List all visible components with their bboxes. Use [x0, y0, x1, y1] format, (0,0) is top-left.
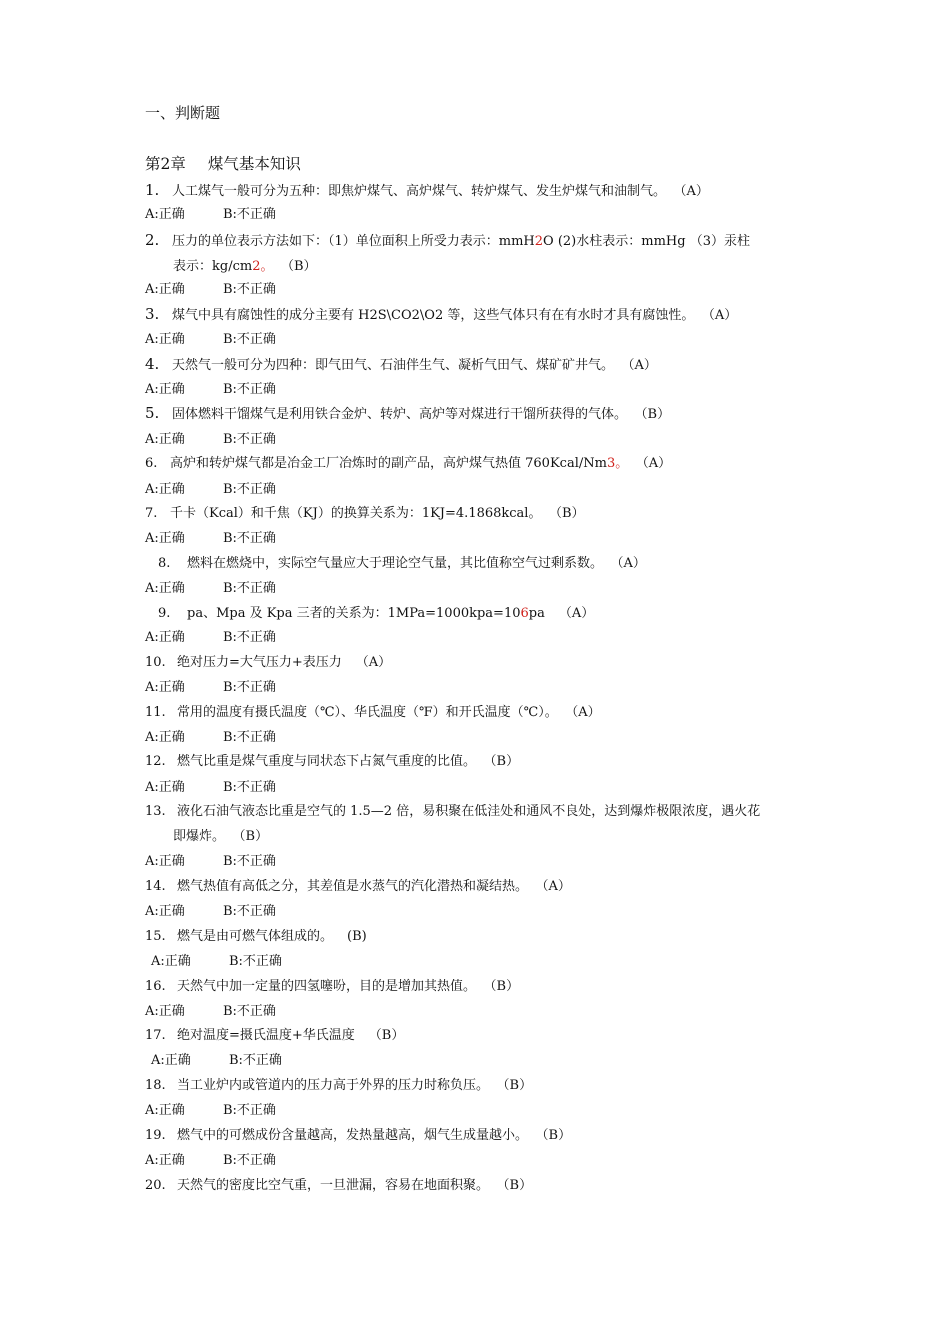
option-a: A:正确 — [145, 332, 185, 347]
question-number: 4. — [145, 355, 160, 373]
question-item — [145, 924, 810, 949]
answer-options — [145, 775, 276, 800]
question-answer: （B） — [368, 1028, 405, 1043]
option-a: A:正确 — [151, 954, 191, 969]
answer-options — [145, 277, 276, 302]
question-text: 常用的温度有摄氏温度（℃）、华氏温度（℉）和开氏温度（℃）。 — [177, 705, 558, 720]
question-item — [145, 501, 810, 526]
option-b: B:不正确 — [223, 1004, 276, 1019]
option-a: A:正确 — [145, 531, 185, 546]
question-text: 燃气是由可燃气体组成的。 — [177, 929, 334, 944]
question-answer: （A） — [542, 879, 571, 894]
question-item — [145, 799, 810, 849]
question-item — [145, 1123, 810, 1148]
option-b: B:不正确 — [223, 904, 276, 919]
question-answer: （B） — [503, 1078, 533, 1093]
question-answer: （A） — [355, 655, 392, 670]
option-a: A:正确 — [145, 1103, 185, 1118]
answer-options — [145, 377, 276, 402]
option-a: A:正确 — [145, 282, 185, 297]
question-item — [158, 601, 823, 626]
question-text: 即爆炸。 — [173, 829, 226, 844]
question-item — [145, 178, 810, 204]
question-item — [145, 1173, 810, 1198]
subscript-red: 2 — [534, 234, 544, 249]
question-item — [145, 228, 810, 279]
question-number: 20. — [145, 1178, 166, 1193]
option-b: B:不正确 — [223, 432, 276, 447]
option-b: B:不正确 — [229, 954, 282, 969]
answer-options — [145, 327, 276, 352]
question-number: 3. — [145, 305, 160, 323]
question-answer: （B） — [641, 407, 671, 422]
question-text: 绝对压力=大气压力+表压力 — [177, 655, 342, 670]
option-b: B:不正确 — [229, 1053, 282, 1068]
question-item — [145, 352, 810, 378]
option-b: B:不正确 — [223, 382, 276, 397]
question-text: O (2)水柱表示：mmHg （3）汞柱 — [543, 234, 750, 249]
question-item — [145, 700, 810, 725]
option-a: A:正确 — [145, 730, 185, 745]
option-a: A:正确 — [145, 1004, 185, 1019]
option-b: B:不正确 — [223, 332, 276, 347]
superscript-red: 2。 — [252, 259, 274, 274]
question-number: 8. — [158, 556, 171, 571]
question-number: 5. — [145, 404, 160, 422]
question-answer: （A） — [642, 456, 672, 471]
question-answer: （A） — [571, 705, 601, 720]
question-answer: （B） — [490, 754, 520, 769]
option-b: B:不正确 — [223, 482, 276, 497]
option-b: B:不正确 — [223, 630, 276, 645]
question-item — [145, 1073, 810, 1098]
question-number: 15. — [145, 929, 166, 944]
question-text: pa、Mpa 及 Kpa 三者的关系为：1MPa=1000kpa=10 — [187, 606, 521, 621]
question-number: 18. — [145, 1078, 166, 1093]
question-answer: （A） — [558, 606, 595, 621]
option-b: B:不正确 — [223, 730, 276, 745]
question-text: 高炉和转炉煤气都是冶金工厂冶炼时的副产品，高炉煤气热值 760Kcal/Nm — [170, 456, 607, 471]
question-item — [145, 451, 810, 476]
question-number: 1. — [145, 181, 160, 199]
option-b: B:不正确 — [223, 680, 276, 695]
question-text: 天然气的密度比空气重，一旦泄漏，容易在地面积聚。 — [177, 1178, 490, 1193]
section-title: 一、判断题 — [145, 104, 221, 122]
answer-options — [145, 849, 276, 874]
question-text: 燃气热值有高低之分，其差值是水蒸气的汽化潜热和凝结热。 — [177, 879, 529, 894]
question-answer: (B) — [347, 929, 367, 944]
question-item — [145, 874, 810, 899]
answer-options — [145, 675, 276, 700]
question-item — [145, 302, 810, 328]
chapter-name: 煤气基本知识 — [207, 155, 301, 173]
answer-options — [145, 477, 276, 502]
question-answer: （B） — [542, 1128, 572, 1143]
option-a: A:正确 — [145, 432, 185, 447]
option-a: A:正确 — [145, 680, 185, 695]
option-a: A:正确 — [145, 581, 185, 596]
option-a: A:正确 — [145, 382, 185, 397]
question-text: 千卡（Kcal）和千焦（KJ）的换算关系为：1KJ=4.1868kcal。 — [170, 506, 542, 521]
question-text: 燃气中的可燃成份含量越高，发热量越高，烟气生成量越小。 — [177, 1128, 529, 1143]
question-text: 表示：kg/cm — [173, 259, 253, 274]
question-item — [145, 749, 810, 774]
question-answer: （B） — [555, 506, 585, 521]
question-number: 10. — [145, 655, 166, 670]
question-text: 压力的单位表示方法如下：（1）单位面积上所受力表示：mmH — [172, 234, 535, 249]
question-text: 当工业炉内或管道内的压力高于外界的压力时称负压。 — [177, 1078, 490, 1093]
question-number: 11. — [145, 705, 166, 720]
answer-options — [145, 526, 276, 551]
question-text: 人工煤气一般可分为五种：即焦炉煤气、高炉煤气、转炉煤气、发生炉煤气和油制气。 — [172, 184, 667, 199]
question-number: 13. — [145, 804, 166, 819]
answer-options — [145, 725, 276, 750]
question-item — [145, 401, 810, 427]
question-number: 12. — [145, 754, 166, 769]
option-a: A:正确 — [145, 780, 185, 795]
question-text: pa — [528, 606, 545, 621]
answer-options — [145, 899, 276, 924]
option-b: B:不正确 — [223, 207, 276, 222]
question-number: 14. — [145, 879, 166, 894]
answer-options — [145, 1148, 276, 1173]
option-a: A:正确 — [145, 482, 185, 497]
superscript-red: 6 — [520, 606, 529, 621]
option-b: B:不正确 — [223, 854, 276, 869]
question-item — [158, 551, 823, 576]
question-text: 液化石油气液态比重是空气的 1.5—2 倍，易积聚在低洼处和通风不良处，达到爆炸极限浓度，遇火花 — [177, 804, 761, 819]
option-b: B:不正确 — [223, 1103, 276, 1118]
question-text: 燃料在燃烧中，实际空气量应大于理论空气量，其比值称空气过剩系数。 — [187, 556, 604, 571]
question-number: 6. — [145, 456, 158, 471]
answer-options — [151, 1048, 282, 1073]
question-number: 2. — [145, 231, 160, 249]
answer-options — [145, 202, 276, 227]
answer-options — [145, 625, 276, 650]
option-a: A:正确 — [151, 1053, 191, 1068]
question-text: 固体燃料干馏煤气是利用铁合金炉、转炉、高炉等对煤进行干馏所获得的气体。 — [172, 407, 628, 422]
question-answer: （B） — [490, 979, 520, 994]
option-b: B:不正确 — [223, 282, 276, 297]
question-answer: （B） — [503, 1178, 533, 1193]
question-continuation — [145, 254, 810, 279]
question-item — [145, 1023, 810, 1048]
question-answer: （A） — [680, 184, 709, 199]
question-number: 19. — [145, 1128, 166, 1143]
option-a: A:正确 — [145, 904, 185, 919]
option-b: B:不正确 — [223, 1153, 276, 1168]
answer-options — [145, 999, 276, 1024]
option-b: B:不正确 — [223, 581, 276, 596]
question-answer: （A） — [617, 556, 646, 571]
question-text: 天然气中加一定量的四氢噻吩，目的是增加其热值。 — [177, 979, 477, 994]
question-number: 17. — [145, 1028, 166, 1043]
question-text: 煤气中具有腐蚀性的成分主要有 H2S\CO2\O2 等，这些气体只有在有水时才具有腐蚀性。 — [172, 308, 695, 323]
question-answer: （A） — [708, 308, 738, 323]
question-answer: （B） — [287, 259, 317, 274]
question-text: 燃气比重是煤气重度与同状态下占氮气重度的比值。 — [177, 754, 477, 769]
question-answer: （A） — [628, 358, 657, 373]
option-a: A:正确 — [145, 1153, 185, 1168]
option-a: A:正确 — [145, 207, 185, 222]
chapter-heading — [145, 152, 301, 174]
question-answer: （B） — [239, 829, 269, 844]
answer-options — [145, 576, 276, 601]
question-number: 7. — [145, 506, 158, 521]
answer-options — [151, 949, 282, 974]
chapter-number: 第2章 — [145, 155, 186, 173]
answer-options — [145, 427, 276, 452]
option-b: B:不正确 — [223, 780, 276, 795]
question-item — [145, 974, 810, 999]
question-number: 9. — [158, 606, 171, 621]
option-a: A:正确 — [145, 854, 185, 869]
question-number: 16. — [145, 979, 166, 994]
question-continuation — [145, 824, 810, 849]
superscript-red: 3。 — [606, 456, 629, 471]
option-b: B:不正确 — [223, 531, 276, 546]
question-text: 绝对温度=摄氏温度+华氏温度 — [177, 1028, 355, 1043]
option-a: A:正确 — [145, 630, 185, 645]
answer-options — [145, 1098, 276, 1123]
question-text: 天然气一般可分为四种：即气田气、石油伴生气、凝析气田气、煤矿矿井气。 — [172, 358, 615, 373]
question-item — [145, 650, 810, 675]
